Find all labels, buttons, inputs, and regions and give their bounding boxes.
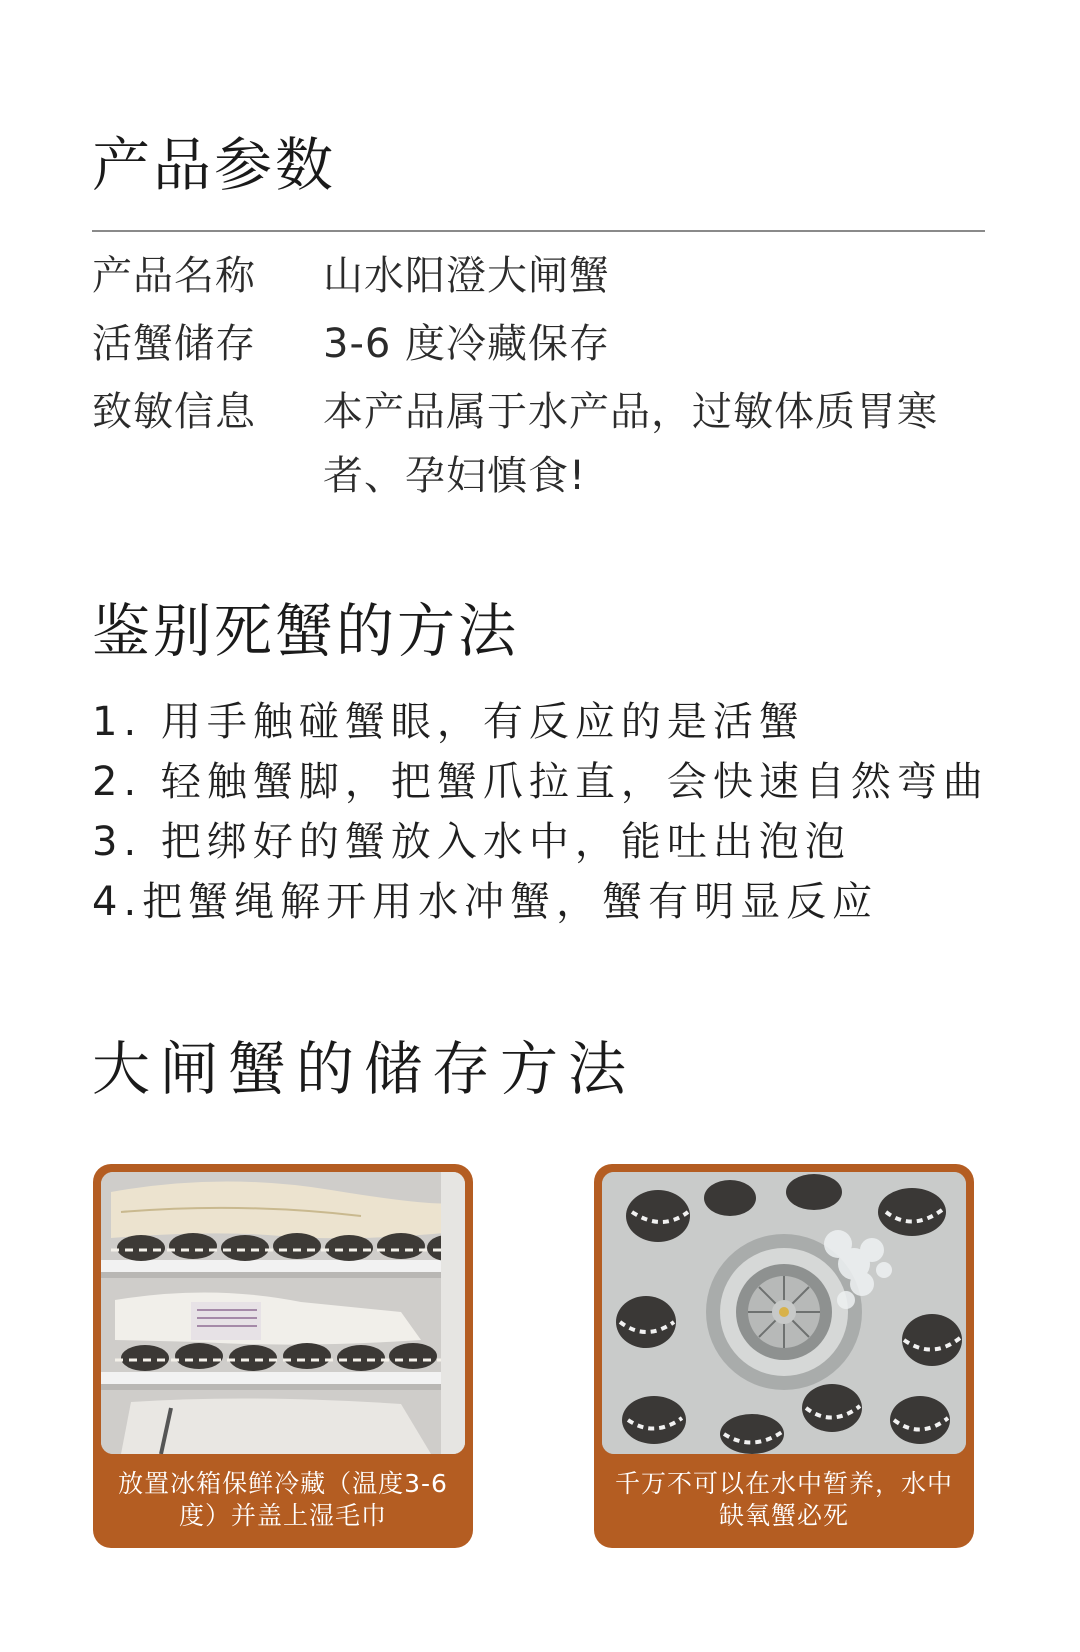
fridge-crabs-photo: [101, 1172, 465, 1454]
param-value-name: 山水阳澄大闸蟹: [323, 253, 610, 299]
param-value-allergy: 本产品属于水产品，过敏体质胃寒者、孕妇慎食!: [323, 389, 938, 499]
param-label-storage: 活蟹储存: [92, 321, 256, 367]
param-label-name: 产品名称: [92, 253, 256, 299]
param-value-storage: 3-6 度冷藏保存: [323, 321, 611, 367]
fridge-caption: 放置冰箱保鲜冷藏（温度3-6度）并盖上湿毛巾: [118, 1469, 448, 1530]
section-title-storage-methods: 大闸蟹的储存方法: [92, 1035, 637, 1103]
section-title-product-params: 产品参数: [92, 131, 337, 199]
section-title-dead-crab-identification: 鉴别死蟹的方法: [92, 597, 520, 665]
divider: [92, 230, 985, 232]
storage-card-fridge: [93, 1164, 473, 1548]
method-item-3: 3. 把绑好的蟹放入水中，能吐出泡泡: [92, 819, 851, 865]
sink-crabs-photo: [602, 1172, 966, 1454]
method-item-4: 4.把蟹绳解开用水冲蟹，蟹有明显反应: [92, 879, 879, 925]
sink-caption: 千万不可以在水中暂养，水中缺氧蟹必死: [614, 1469, 953, 1530]
param-label-allergy: 致敏信息: [92, 389, 256, 435]
method-item-2: 2. 轻触蟹脚，把蟹爪拉直，会快速自然弯曲: [92, 759, 989, 805]
method-item-1: 1. 用手触碰蟹眼，有反应的是活蟹: [92, 699, 805, 745]
storage-card-sink: [594, 1164, 974, 1548]
